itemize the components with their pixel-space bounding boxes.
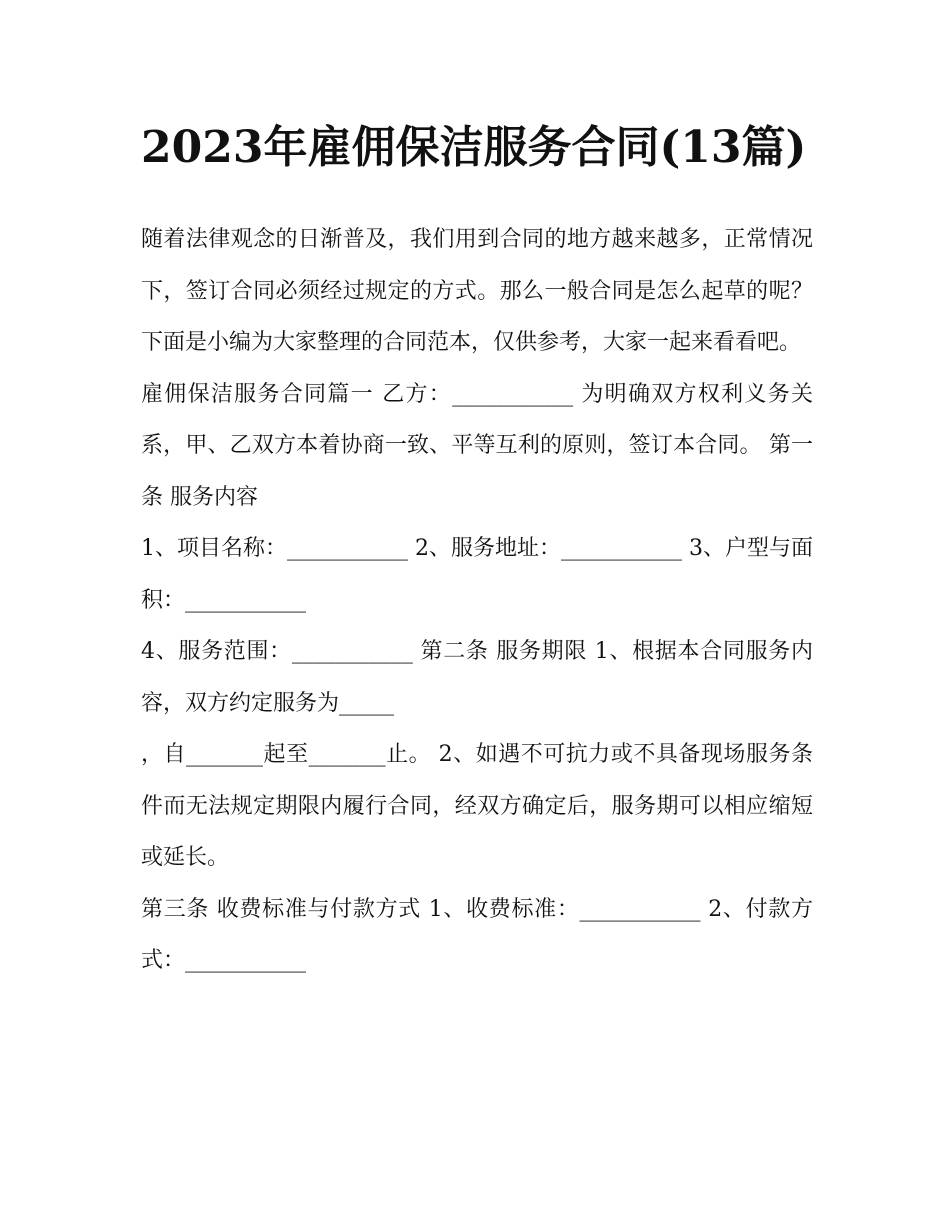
document-title: 2023年雇佣保洁服务合同(13篇): [141, 122, 807, 173]
contract-preamble-paragraph: 雇佣保洁服务合同篇一 乙方：___________ 为明确双方权利义务关系，甲、乙双方本着协商一致、平等互利的原则，签订本合同。 第一条 服务内容: [141, 381, 813, 510]
intro-paragraph: 随着法律观念的日渐普及，我们用到合同的地方越来越多，正常情况下，签订合同必须经过规定的方式。那么一般合同是怎么起草的呢？下面是小编为大家整理的合同范本，仅供参考，大家一起来看看吧。: [141, 227, 813, 355]
document-page: [141, 116, 813, 987]
fee-payment-paragraph: 第三条 收费标准与付款方式 1、收费标准：___________ 2、付款方式：___________: [141, 896, 813, 973]
service-period-paragraph: ，自_______起至_______止。 2、如遇不可抗力或不具备现场服务条件而无法规定期限内履行合同，经双方确定后，服务期可以相应缩短或延长。: [141, 742, 813, 870]
service-content-paragraph: 1、项目名称：___________ 2、服务地址：___________ 3、户型与面积：___________: [141, 536, 813, 613]
service-term-paragraph: 4、服务范围：___________ 第二条 服务期限 1、根据本合同服务内容，双方约定服务为_____: [141, 639, 813, 716]
